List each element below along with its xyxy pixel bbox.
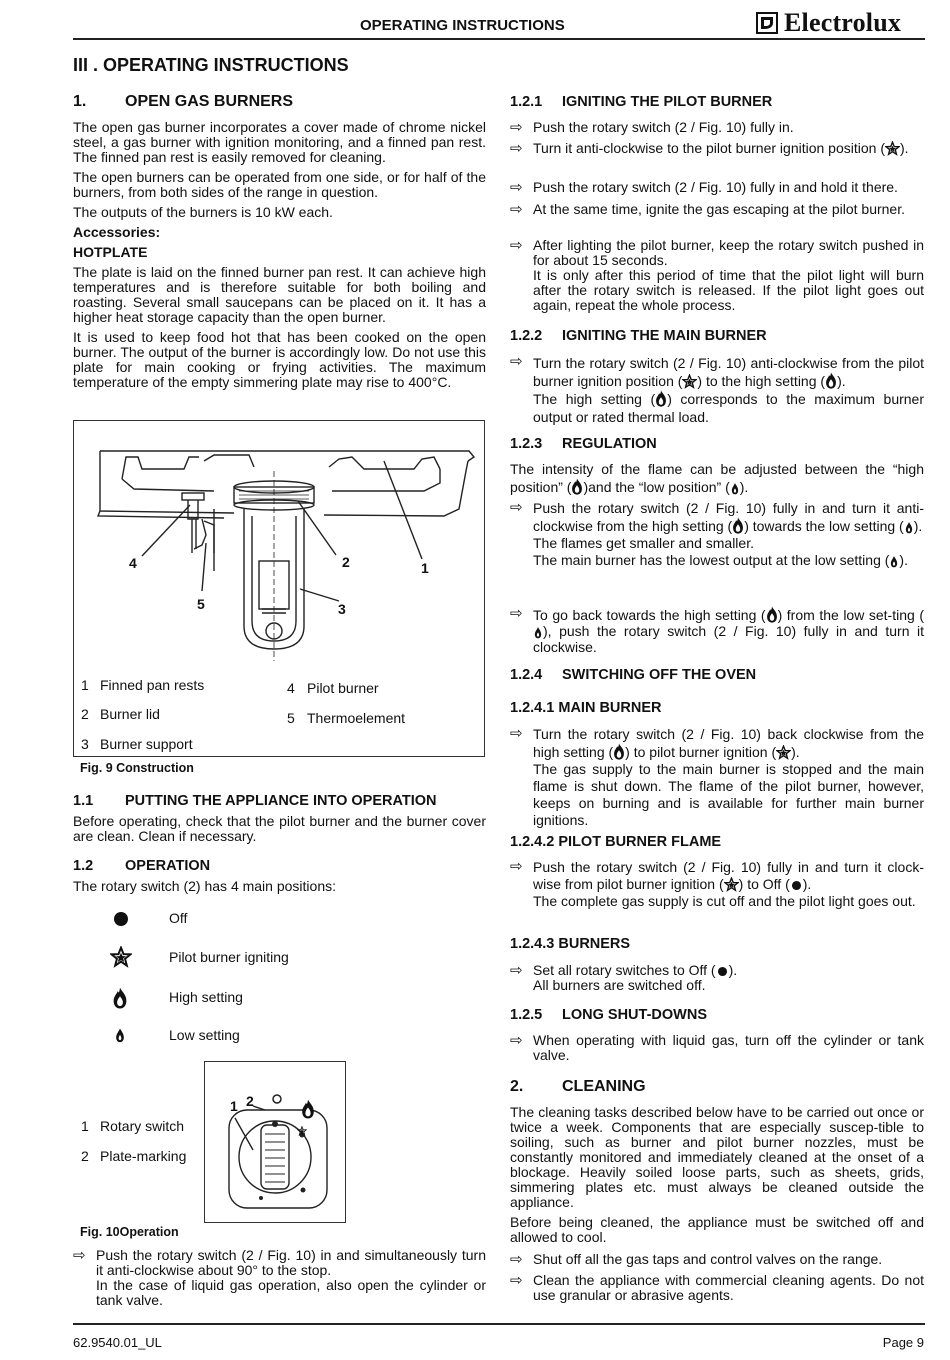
large-flame-icon [655,390,667,407]
fig9-caption: Fig. 9 Construction [80,761,194,775]
large-flame-icon [613,743,625,760]
small-flame-icon [114,1026,126,1043]
arrow-right-icon: ⇨ [510,499,523,516]
off-dot-icon [790,879,803,892]
s1243-heading: 1.2.4.3 BURNERS [510,936,631,952]
fig9-legend-item: 5 Thermoelement [287,710,406,726]
bullet-push-rotary: ⇨ Push the rotary switch (2 / Fig. 10) in and simultaneously turn it anti-clockwise about 90° to the stop. In the case of liquid gas operation, also open the cylinder or tank valve. [73,1247,486,1308]
star-icon [724,877,739,892]
fig10-legend-item: 1 Rotary switch [81,1118,185,1134]
bullet-121-4: ⇨ At the same time, ignite the gas escaping at the pilot burner. [510,201,905,218]
fig9-callout-1: 1 [421,560,429,576]
fig9-legend-item: 2 Burner lid [81,706,160,722]
s121-heading: 1.2.1 IGNITING THE PILOT BURNER [510,94,773,110]
arrow-right-icon: ⇨ [510,858,523,875]
position-label-off: Off [169,910,188,926]
s122-heading: 1.2.2 IGNITING THE MAIN BURNER [510,328,767,344]
left-column [73,55,486,75]
position-label-high: High setting [169,989,243,1005]
s1-number: 1. [73,93,87,110]
off-dot-icon [111,909,131,929]
position-label-low: Low setting [169,1027,240,1043]
fig10-callout-1: 1 [230,1098,238,1114]
off-dot-icon [716,965,729,978]
s2-paragraph-1: The cleaning tasks described below have to be carried out once or twice a week. Components that are especially suscep-tible to soiling, such as burner and pilot burner nozzles, must be constantly monitored and immediately cleaned at the onset of a blockage. Heavily soiled loose parts, such as sheets, grids, simmering plates etc. must always be cleaned outside the appliance. [510,1104,924,1210]
s1-paragraph-5: It is used to keep food hot that has been cooked on the open burner. The output of the burner is accordingly low. Do not use this plate for main cooking or frying activities. The maximum temperature of the empty simmering plate may rise to 400°C. [73,329,486,390]
bullet-122-1: ⇨ Turn the rotary switch (2 / Fig. 10) anti-clockwise from the pilot burner ignition position ( ) to the high setting ( ). The high setting ( ) corresponds to the maximum burner output or rated thermal load. [510,353,924,425]
fig10-callout-2: 2 [246,1093,254,1109]
fig10-caption: Fig. 10Operation [80,1225,179,1239]
small-flame-icon [533,625,543,639]
s1-paragraph-3: The outputs of the burners is 10 kW each. [73,204,333,220]
s1242-heading: 1.2.4.2 PILOT BURNER FLAME [510,834,722,850]
s1241-heading: 1.2.4.1 MAIN BURNER [510,700,662,716]
bullet-125-1: ⇨ When operating with liquid gas, turn off the cylinder or tank valve. [510,1032,924,1063]
figure-9-burner-drawing [74,421,484,671]
large-flame-icon [571,478,583,495]
arrow-right-icon: ⇨ [510,119,523,136]
star-icon [885,141,900,156]
small-flame-icon [889,554,899,568]
fig9-callout-2: 2 [342,554,350,570]
arrow-right-icon: ⇨ [510,1251,523,1268]
star-icon [776,745,791,760]
section-title: III . OPERATING INSTRUCTIONS [73,55,349,75]
s124-heading: 1.2.4 SWITCHING OFF THE OVEN [510,667,757,683]
fig9-callout-4: 4 [129,555,137,571]
bullet-123-1: ⇨ Push the rotary switch (2 / Fig. 10) fully in and turn it anti-clockwise from the high setting ( ) towards the low setting ( ). The flames get smaller and smaller. The main burner has the lowest output at the low setting ( ). [510,499,924,568]
bullet-121-2: ⇨ Turn it anti-clockwise to the pilot burner ignition position ( ). [510,140,909,157]
document-number: 62.9540.01_UL [73,1335,162,1350]
fig10-legend-item: 2 Plate-marking [81,1148,187,1164]
bullet-1241-1: ⇨ Turn the rotary switch (2 / Fig. 10) back clockwise from the high setting ( ) to pilot burner ignition ( ). The gas supply to the main burner is stopped and the main flame is shut down. The flame of the pilot burner, however, keeps on burning and is available for further main burner ignitions. [510,725,924,828]
bullet-1242-1: ⇨ Push the rotary switch (2 / Fig. 10) fully in and turn it clock-wise from pilot burner ignition ( ) to Off ( ). The complete gas supply is cut off and the pilot light goes out. [510,858,924,909]
bullet-121-3: ⇨ Push the rotary switch (2 / Fig. 10) fully in and hold it there. [510,179,898,196]
s1-body [73,120,486,390]
bullet-121-5: ⇨ After lighting the pilot burner, keep the rotary switch pushed in for about 15 seconds. It is only after this period of time that the pilot light will burn after the rotary switch is released. If the pilot light goes out again, repeat the whole process. [510,237,924,313]
arrow-right-icon: ⇨ [510,140,523,157]
s11-paragraph: Before operating, check that the pilot burner and the burner cover are clean. Clean if necessary. [73,813,486,844]
position-label-pilot: Pilot burner igniting [169,949,289,965]
large-flame-icon [766,606,778,623]
large-flame-icon [825,372,837,389]
bullet-2-1: ⇨ Shut off all the gas taps and control valves on the range. [510,1251,883,1268]
arrow-right-icon: ⇨ [510,725,523,742]
arrow-right-icon: ⇨ [510,201,523,218]
s125-heading: 1.2.5 LONG SHUT-DOWNS [510,1007,707,1023]
arrow-right-icon: ⇨ [510,1032,523,1049]
s2-paragraph-2: Before being cleaned, the appliance must be switched off and allowed to cool. [510,1214,924,1245]
fig9-legend-item: 3 Burner support [81,736,193,752]
s2-heading: 2. CLEANING [510,1078,646,1095]
s123-paragraph: The intensity of the flame can be adjusted between the “high position” ( )and the “low position” ( ). [510,461,924,495]
brand-name: Electrolux [784,8,902,37]
large-flame-icon [112,987,128,1009]
header-title: OPERATING INSTRUCTIONS [360,17,565,34]
star-icon [682,374,697,389]
s12-paragraph: The rotary switch (2) has 4 main positions: [73,878,336,894]
s123-heading: 1.2.3 REGULATION [510,436,657,452]
bullet-121-1: ⇨ Push the rotary switch (2 / Fig. 10) fully in. [510,119,794,136]
arrow-right-icon: ⇨ [510,962,523,979]
s1-paragraph-4: The plate is laid on the finned burner pan rest. It can achieve high temperatures and is therefore suitable for both boiling and roasting. Several small saucepans can be placed on it. It has a higher heat storage capacity than the open burner. [73,264,486,325]
page-number: Page 9 [882,1335,924,1350]
arrow-right-icon: ⇨ [510,353,523,370]
s1-paragraph-1: The open gas burner incorporates a cover made of chrome nickel steel, a gas burner with ignition monitoring, and a finned pan rest. The finned pan rest is easily removed for cleaning. [73,119,486,165]
fig9-callout-5: 5 [197,596,205,612]
bullet-1243-1: ⇨ Set all rotary switches to Off ( ). All burners are switched off. [510,962,738,993]
s11-heading: 1.1 PUTTING THE APPLIANCE INTO OPERATION [73,793,437,809]
accessories-heading: Accessories: [73,224,161,240]
large-flame-icon [732,517,744,534]
brand-logo [756,8,901,38]
fig9-legend-item: 4 Pilot burner [287,680,379,696]
hotplate-heading: HOTPLATE [73,244,148,260]
s1-title: OPEN GAS BURNERS [125,93,294,110]
s12-heading: 1.2 OPERATION [73,858,211,874]
arrow-right-icon: ⇨ [510,605,523,622]
s2-body [510,1105,924,1245]
header-rule [73,38,925,40]
small-flame-icon [904,520,914,534]
bullet-123-2: ⇨ To go back towards the high setting ( ) from the low set-ting (), push the rotary switch (2 / Fig. 10) fully in and turn it clockwise. [510,605,924,655]
bullet-2-2: ⇨ Clean the appliance with commercial cleaning agents. Do not use granular or abrasive agents. [510,1272,924,1303]
fig9-legend-item: 1 Finned pan rests [81,677,205,693]
footer-rule [73,1323,925,1325]
electrolux-logo-icon [756,12,778,34]
small-flame-icon [730,481,740,495]
arrow-right-icon: ⇨ [73,1247,86,1264]
star-icon [110,946,132,968]
arrow-right-icon: ⇨ [510,237,523,254]
s1-heading [73,94,486,109]
fig9-callout-3: 3 [338,601,346,617]
arrow-right-icon: ⇨ [510,1272,523,1289]
arrow-right-icon: ⇨ [510,179,523,196]
s1-paragraph-2: The open burners can be operated from one side, or for half of the burners, from both sides of the range in question. [73,169,486,200]
rotary-switch-drawing [205,1062,345,1222]
